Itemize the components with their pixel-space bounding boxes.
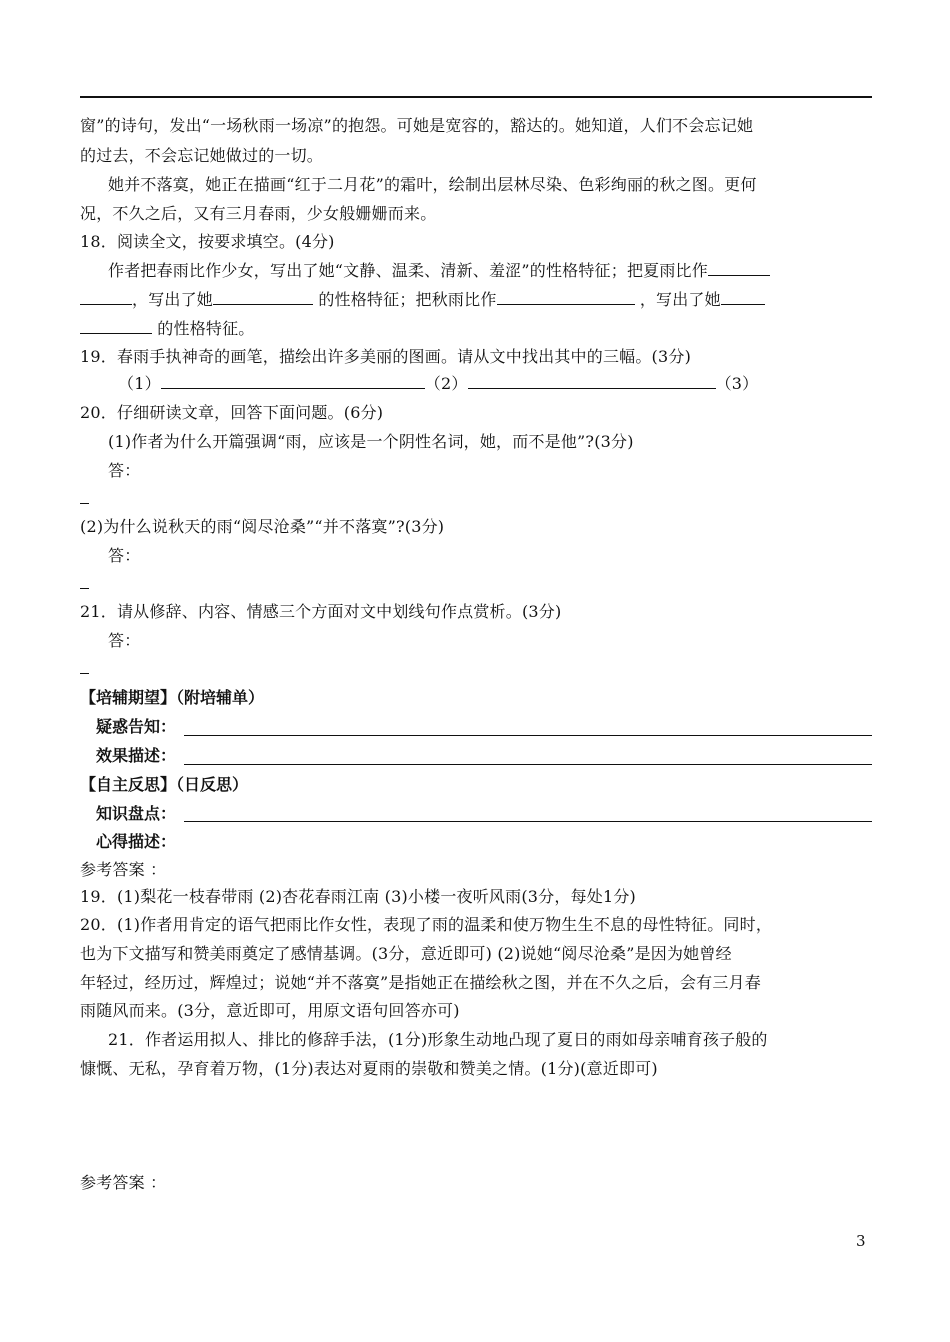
passage-line: 况，不久之后，又有三月春雨，少女般姗姗而来。	[80, 204, 437, 223]
question-19-title: 19．春雨手执神奇的画笔，描绘出许多美丽的图画。请从文中找出其中的三幅。(3分)	[80, 347, 692, 366]
question-18-title: 18．阅读全文，按要求填空。(4分)	[80, 232, 335, 251]
question-19-answers	[118, 373, 872, 395]
passage-line: 她并不落寞，她正在描画“红于二月花”的霜叶，绘制出层林尽染、色彩绚丽的秋之图。更何	[108, 175, 757, 194]
effect-label: 效果描述：	[96, 746, 177, 765]
answer-21-line: 21．作者运用拟人、排比的修辞手法，(1分)形象生动地凸现了夏日的雨如母亲哺育孩子般的	[108, 1030, 768, 1049]
effect-field[interactable]	[184, 764, 872, 765]
doubt-field[interactable]	[184, 735, 872, 736]
answer-blank[interactable]	[161, 373, 425, 389]
question-18-text	[80, 318, 872, 340]
knowledge-label: 知识盘点：	[96, 804, 177, 823]
answer-20-line: 也为下文描写和赞美雨奠定了感情基调。(3分，意近即可) (2)说她“阅尽沧桑”是因为她曾经	[80, 944, 732, 963]
answers-heading-repeat: 参考答案 ：	[80, 1173, 167, 1192]
question-20-sub2: (2)为什么说秋天的雨“阅尽沧桑”“并不落寞”?(3分)	[80, 517, 445, 536]
answer-blank[interactable]	[721, 289, 765, 305]
passage-line: 的过去，不会忘记她做过的一切。	[80, 146, 324, 165]
answer-blank[interactable]	[80, 289, 132, 305]
doubt-label: 疑惑告知：	[96, 717, 177, 736]
answer-label: 答：	[108, 461, 141, 480]
passage-line: 窗”的诗句，发出“一场秋雨一场凉”的抱怨。可她是宽容的，豁达的。她知道，人们不会忘记她	[80, 116, 754, 135]
header-rule	[80, 96, 872, 98]
answer-20-line: 年轻过，经历过，辉煌过；说她“并不落寞”是指她正在描绘秋之图，并在不久之后，会有三月春	[80, 973, 761, 992]
answer-blank[interactable]	[213, 289, 313, 305]
answer-blank[interactable]	[468, 373, 716, 389]
question-18-text	[108, 260, 872, 282]
question-18-prompt: ，写出了她	[639, 290, 721, 309]
answer-blank[interactable]	[497, 289, 635, 305]
insight-label: 心得描述：	[96, 832, 177, 851]
answer-20-line: 20．(1)作者用肯定的语气把雨比作女性，表现了雨的温柔和使万物生生不息的母性特征。同时，	[80, 915, 773, 934]
answer-21-line: 慷慨、无私，孕育着万物，(1分)表达对夏雨的崇敬和赞美之情。(1分)(意近即可)	[80, 1059, 658, 1078]
answer-number: （2）	[424, 374, 468, 393]
answer-blank[interactable]	[80, 318, 152, 334]
question-18-prompt: ，写出了她	[132, 290, 214, 309]
answer-blank[interactable]	[708, 260, 770, 276]
answers-heading: 参考答案 ：	[80, 860, 167, 879]
question-20-title: 20．仔细研读文章，回答下面问题。(6分)	[80, 403, 384, 422]
answer-19: 19．(1)梨花一枝春带雨 (2)杏花春雨江南 (3)小楼一夜听风雨(3分，每处1分)	[80, 887, 636, 906]
answer-line-stub[interactable]	[80, 588, 89, 589]
question-18-prompt: 的性格特征；把秋雨比作	[318, 290, 497, 309]
page-number: 3	[856, 1232, 866, 1250]
answer-label: 答：	[108, 546, 141, 565]
reflection-heading: 【自主反思】（日反思）	[80, 775, 249, 794]
answer-number: （3）	[715, 374, 759, 393]
question-18-prompt: 作者把春雨比作少女，写出了她“文静、温柔、清新、羞涩”的性格特征；把夏雨比作	[108, 261, 708, 280]
knowledge-field[interactable]	[184, 821, 872, 822]
question-18-text	[80, 289, 872, 311]
answer-label: 答：	[108, 631, 141, 650]
tutoring-heading: 【培辅期望】（附培辅单）	[80, 688, 265, 707]
question-18-prompt: 的性格特征。	[157, 319, 255, 338]
answer-line-stub[interactable]	[80, 673, 89, 674]
question-20-sub1: (1)作者为什么开篇强调“雨，应该是一个阴性名词，她，而不是他”?(3分)	[108, 432, 634, 451]
question-21-title: 21．请从修辞、内容、情感三个方面对文中划线句作点赏析。(3分)	[80, 602, 562, 621]
answer-number: （1）	[118, 374, 161, 393]
answer-20-line: 雨随风而来。(3分，意近即可，用原文语句回答亦可)	[80, 1001, 460, 1020]
answer-line-stub[interactable]	[80, 503, 89, 504]
